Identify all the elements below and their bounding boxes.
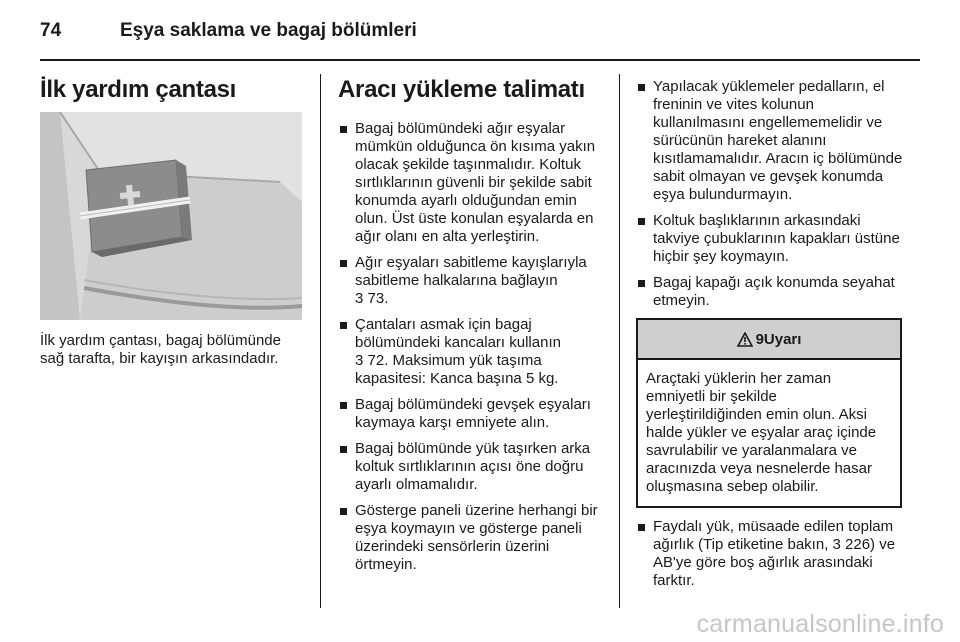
list-item: Bagaj bölümünde yük taşırken arka koltuk sırtlıklarının açısı öne doğru ayarlı olmamalıdır. [338, 440, 606, 494]
first-aid-kit-figure [40, 112, 302, 320]
right-column [636, 72, 906, 598]
warning-header [638, 320, 900, 360]
list-item: Bagaj bölümündeki gevşek eşyaları kaymaya karşı emniyete alın. [338, 396, 606, 432]
header-rule [40, 59, 920, 61]
warning-text: Araçtaki yüklerin her zaman emniyetli bir şekilde yerleştirildiğinden emin olun. Aksi halde yükler ve eşyalar araç içinde savrulabilir ve yaralanmalara ve aracınızda veya nesnelerde hasar oluşmasına sebep olabilir. [646, 370, 877, 495]
first-aid-kit-heading: İlk yardım çantası [40, 76, 237, 103]
trunk-illustration [40, 112, 302, 320]
list-item: Faydalı yük, müsaade edilen toplam ağırlık (Tip etiketine bakın, 3 226) ve AB'ye göre boş ağırlık arasındaki farktır. [636, 518, 906, 590]
page-header [40, 20, 920, 50]
page-number: 74 [40, 20, 62, 41]
list-item: Çantaları asmak için bagaj bölümündeki kancaları kullanın 3 72. Maksimum yük taşıma kapasitesi: Kanca başına 5 kg. [338, 316, 606, 388]
list-item: Bagaj kapağı açık konumda seyahat etmeyin. [636, 274, 906, 310]
first-aid-kit-box [80, 160, 192, 257]
figure-caption: İlk yardım çantası, bagaj bölümünde sağ tarafta, bir kayışın arkasındadır. [40, 332, 281, 367]
warning-box [636, 318, 902, 508]
list-item: Ağır eşyaları sabitleme kayışlarıyla sabitleme halkalarına bağlayın 3 73. [338, 254, 606, 308]
warning-triangle-icon [737, 332, 753, 347]
left-column [40, 72, 304, 104]
column-divider-right [619, 74, 620, 608]
loading-instructions-heading: Aracı yükleme talimatı [338, 76, 585, 103]
loading-instructions-list-continued [636, 78, 906, 310]
watermark: carmanualsonline.info [696, 610, 944, 638]
list-item: Bagaj bölümündeki ağır eşyalar mümkün olduğunca ön kısıma yakın olacak şekilde taşınmalıdır. Koltuk sırtlıklarının güvenli bir şekilde sabit konumda ayarlı olduğundan emin olun. Üst üste konulan eşyalarda en ağır olanı en alta yerleştirin. [338, 120, 606, 246]
warning-title: 9Uyarı [755, 330, 802, 348]
list-item: Koltuk başlıklarının arkasındaki takviye çubuklarının kapakları üstüne hiçbir şey koymayın. [636, 212, 906, 266]
chapter-title: Eşya saklama ve bagaj bölümleri [120, 20, 417, 41]
middle-column [338, 72, 606, 582]
page-reference-link[interactable]: 3 72. Maksimum yük taşıma kapasitesi: Kanca başına 5 kg. [355, 352, 559, 387]
page-reference-link[interactable]: 3 73. [355, 290, 389, 307]
column-divider-left [320, 74, 321, 608]
payload-note-list [636, 518, 906, 590]
list-item: Gösterge paneli üzerine herhangi bir eşya koymayın ve gösterge paneli üzerindeki sensörlerin üzerini örtmeyin. [338, 502, 606, 574]
list-item: Yapılacak yüklemeler pedalların, el freninin ve vites kolunun kullanılmasını engellememelidir ve sürücünün hareket alanını kısıtlamamalıdır. Aracın iç bölümünde sabit olmayan ve gevşek konumda eşya bulundurmayın. [636, 78, 906, 204]
loading-instructions-list [338, 120, 606, 574]
